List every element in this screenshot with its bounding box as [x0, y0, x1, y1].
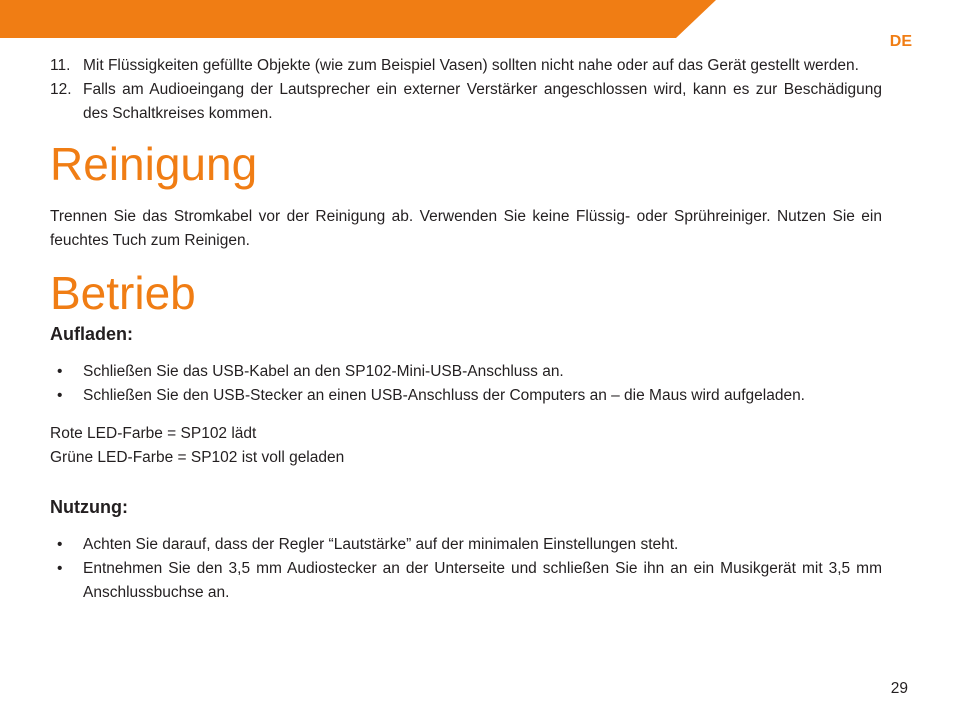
header-banner [0, 0, 954, 38]
list-item [50, 384, 882, 408]
bullet-icon: • [57, 536, 63, 553]
operation-heading: Betrieb [50, 267, 196, 319]
list-item-number: 12. [50, 81, 72, 98]
bullet-icon: • [57, 387, 63, 404]
list-item [50, 360, 882, 384]
list-item-number: 11. [50, 57, 71, 74]
list-item-text: Mit Flüssigkeiten gefüllte Objekte (wie zum Beispiel Vasen) sollten nicht nahe oder auf das Gerät gestellt werden. [83, 57, 859, 74]
list-item-text: Achten Sie darauf, dass der Regler “Lautstärke” auf der minimalen Einstellungen steht. [83, 536, 679, 553]
list-item [50, 54, 882, 78]
list-item [50, 78, 882, 126]
bullet-icon: • [57, 560, 63, 577]
cleaning-text: Trennen Sie das Stromkabel vor der Reinigung ab. Verwenden Sie keine Flüssig- oder Sprühreiniger. Nutzen Sie ein feuchtes Tuch zum Reinigen. [50, 208, 882, 249]
safety-list [50, 54, 882, 126]
cleaning-heading: Reinigung [50, 138, 258, 190]
page-number: 29 [890, 680, 908, 697]
bullet-icon: • [57, 363, 63, 380]
list-item-text: Falls am Audioeingang der Lautsprecher ein externer Verstärker angeschlossen wird, kann es zur Beschädigung des Schaltkreises kommen. [83, 81, 882, 122]
charging-list [50, 360, 882, 408]
list-item-text: Entnehmen Sie den 3,5 mm Audiostecker an der Unterseite und schließen Sie ihn an ein Musikgerät mit 3,5 mm Anschlussbuchse an. [83, 560, 882, 601]
language-label: DE [889, 33, 912, 50]
led-green-text: Grüne LED-Farbe = SP102 ist voll geladen [50, 449, 345, 466]
led-red-text: Rote LED-Farbe = SP102 lädt [50, 425, 257, 442]
list-item [50, 557, 882, 605]
usage-subheading: Nutzung: [50, 497, 128, 517]
list-item [50, 533, 882, 557]
charging-subheading: Aufladen: [50, 324, 133, 344]
list-item-text: Schließen Sie den USB-Stecker an einen USB-Anschluss der Computers an – die Maus wird aufgeladen. [83, 387, 805, 404]
usage-list [50, 533, 882, 605]
page-content [50, 54, 882, 605]
list-item-text: Schließen Sie das USB-Kabel an den SP102-Mini-USB-Anschluss an. [83, 363, 564, 380]
